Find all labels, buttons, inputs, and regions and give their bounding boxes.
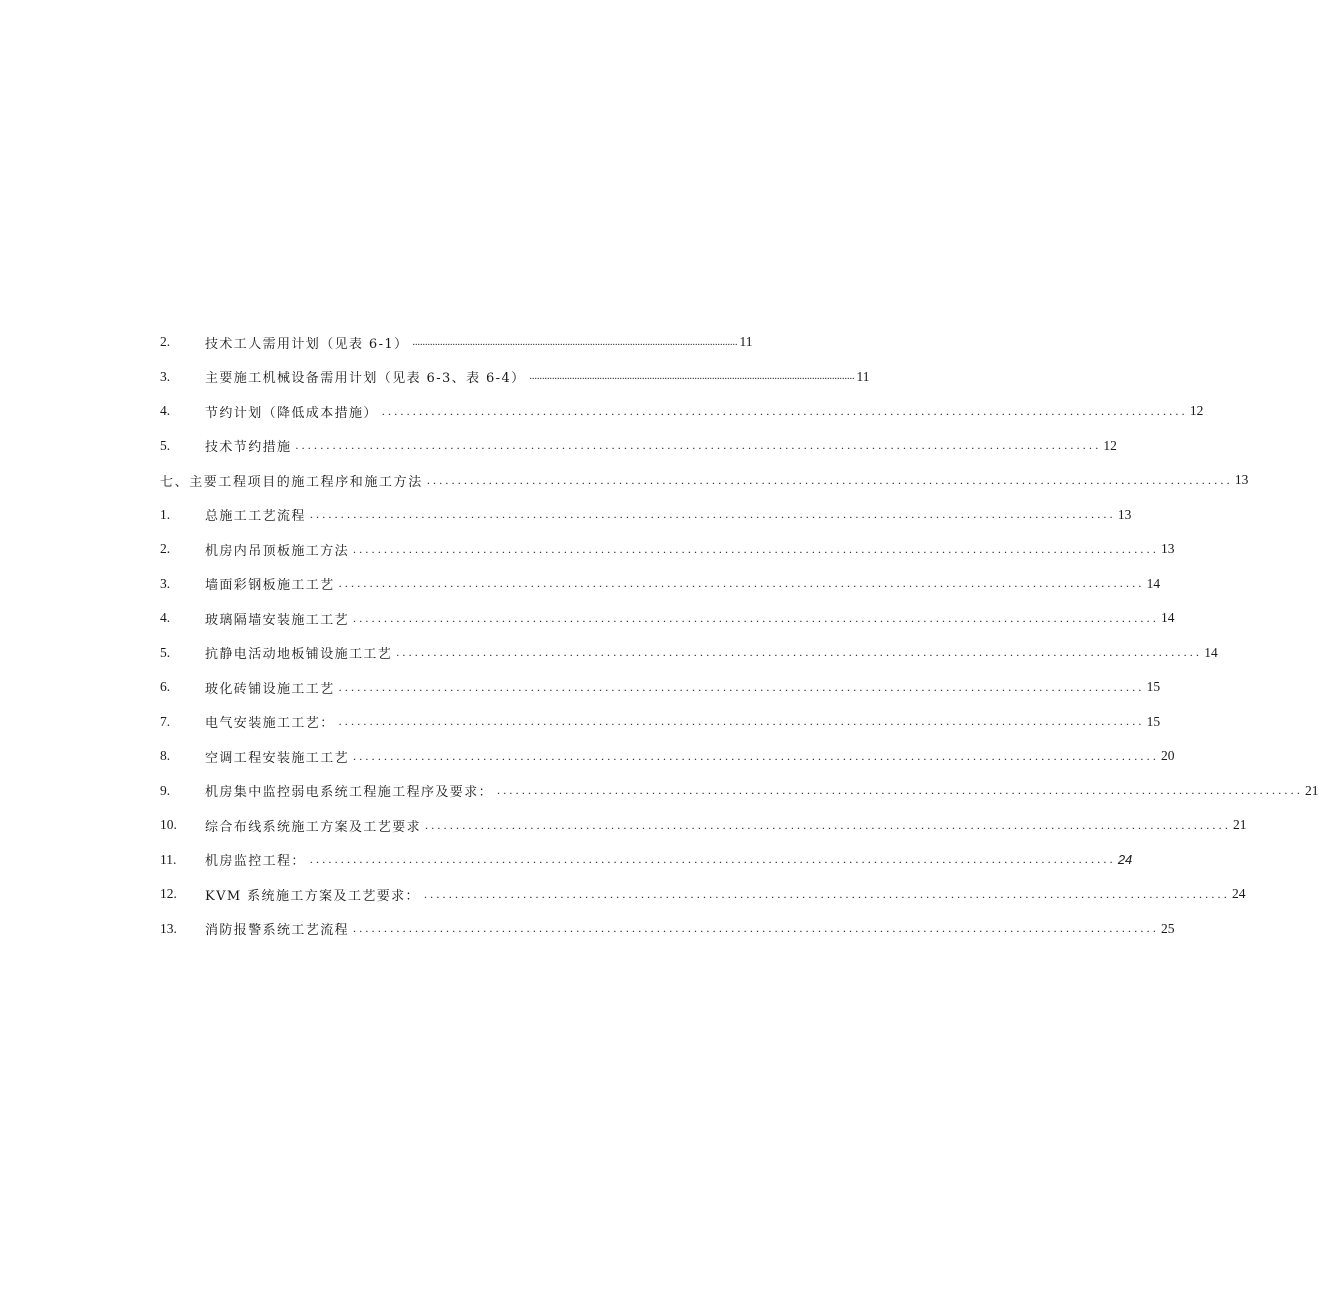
- toc-entry-number: 1.: [160, 506, 171, 522]
- toc-entry[interactable]: [160, 498, 1132, 533]
- toc-entry-number: 2.: [160, 334, 171, 350]
- table-of-contents: [160, 325, 1319, 946]
- toc-entry[interactable]: [160, 394, 1204, 429]
- toc-entry-number: 4.: [160, 403, 171, 419]
- toc-entry[interactable]: [160, 636, 1218, 671]
- toc-entry[interactable]: [160, 670, 1161, 705]
- toc-entry-title: 总施工工艺流程: [205, 509, 306, 525]
- toc-entry-page: 15: [1146, 679, 1161, 695]
- toc-entry[interactable]: [160, 774, 1319, 809]
- toc-entry-page: 25: [1161, 920, 1175, 936]
- toc-entry-number: 9.: [160, 782, 171, 798]
- toc-entry-page: 21: [1305, 782, 1319, 798]
- toc-entry-title: 消防报警系统工艺流程: [205, 923, 350, 939]
- toc-entry-title: 七、主要工程项目的施工程序和施工方法: [160, 474, 423, 490]
- toc-entry-number: 3.: [160, 368, 171, 384]
- dot-leader: ..................................................................................................................................: [353, 748, 1160, 763]
- toc-entry-page: 11: [856, 368, 870, 384]
- toc-entry-title: 机房监控工程：: [205, 854, 306, 870]
- toc-entry-number: 10.: [160, 817, 177, 833]
- toc-entry[interactable]: [160, 532, 1175, 567]
- toc-entry-number: 12.: [160, 886, 177, 902]
- toc-entry-number: 11.: [160, 851, 177, 867]
- toc-entry-number: 8.: [160, 748, 171, 764]
- dot-leader: ..................................................................................................................................: [426, 472, 1233, 487]
- toc-entry[interactable]: [160, 808, 1247, 843]
- toc-entry-title: 技术节约措施: [205, 440, 292, 456]
- toc-entry-title: 玻璃隔墙安装施工工艺: [205, 612, 350, 628]
- toc-entry-title: 空调工程安装施工工艺: [205, 750, 350, 766]
- toc-entry[interactable]: [160, 429, 1117, 464]
- toc-entry-page: 15: [1146, 713, 1161, 729]
- toc-entry-title: 抗静电活动地板铺设施工工艺: [205, 647, 393, 663]
- dot-leader: ..................................................................................................................................: [423, 886, 1230, 901]
- toc-entry[interactable]: [160, 739, 1175, 774]
- toc-entry-title: 综合布线系统施工方案及工艺要求: [205, 819, 422, 835]
- toc-entry[interactable]: [160, 360, 870, 395]
- toc-entry-page: 24: [1117, 852, 1133, 868]
- toc-entry-page: 20: [1161, 748, 1175, 764]
- toc-entry-page: 12: [1103, 437, 1117, 453]
- toc-entry-title: 节约计划（降低成本措施）: [205, 405, 378, 421]
- dot-leader: ..................................................................................................................................: [412, 336, 738, 348]
- toc-entry-page: 21: [1233, 817, 1247, 833]
- dot-leader: ..................................................................................................................................: [396, 645, 1203, 660]
- toc-entry-title: 机房集中监控弱电系统工程施工程序及要求：: [205, 785, 494, 801]
- toc-entry[interactable]: [160, 877, 1246, 912]
- toc-entry-number: 5.: [160, 644, 171, 660]
- toc-entry-number: 4.: [160, 610, 171, 626]
- toc-entry-page: 11: [739, 334, 753, 350]
- dot-leader: ..................................................................................................................................: [309, 507, 1116, 522]
- toc-entry-title: 玻化砖铺设施工工艺: [205, 681, 335, 697]
- toc-entry[interactable]: [160, 567, 1161, 602]
- dot-leader: ..................................................................................................................................: [338, 576, 1145, 591]
- toc-entry-title: 电气安装施工工艺：: [205, 716, 335, 732]
- dot-leader: ..................................................................................................................................: [309, 852, 1116, 867]
- dot-leader: ..................................................................................................................................: [381, 403, 1188, 418]
- dot-leader: ..................................................................................................................................: [338, 679, 1145, 694]
- dot-leader: ..................................................................................................................................: [338, 714, 1145, 729]
- toc-entry-number: 6.: [160, 679, 171, 695]
- toc-entry-page: 13: [1234, 472, 1249, 488]
- toc-entry-number: 3.: [160, 575, 171, 591]
- dot-leader: ..................................................................................................................................: [353, 610, 1160, 625]
- toc-entry-page: 13: [1161, 541, 1175, 557]
- dot-leader: ..................................................................................................................................: [353, 921, 1160, 936]
- toc-entry[interactable]: [160, 325, 753, 360]
- toc-entry-page: 12: [1189, 403, 1204, 419]
- toc-entry-page: 14: [1146, 575, 1161, 591]
- toc-entry[interactable]: [160, 705, 1161, 740]
- dot-leader: ..................................................................................................................................: [497, 783, 1304, 798]
- toc-entry-page: 13: [1117, 506, 1132, 522]
- toc-entry[interactable]: [160, 601, 1175, 636]
- toc-entry-number: 2.: [160, 541, 171, 557]
- toc-entry-number: 13.: [160, 920, 177, 936]
- toc-entry-number: 7.: [160, 713, 171, 729]
- dot-leader: ..................................................................................................................................: [425, 817, 1232, 832]
- toc-entry-page: 14: [1204, 644, 1218, 660]
- dot-leader: ..................................................................................................................................: [295, 438, 1102, 453]
- toc-section-heading[interactable]: [160, 463, 1249, 498]
- toc-entry-title: KVM 系统施工方案及工艺要求：: [205, 888, 420, 904]
- toc-entry-number: 5.: [160, 437, 171, 453]
- toc-entry[interactable]: [160, 912, 1175, 947]
- toc-entry-page: 24: [1231, 886, 1246, 902]
- toc-entry[interactable]: [160, 843, 1133, 878]
- toc-entry-title: 主要施工机械设备需用计划（见表 6-3、表 6-4）: [205, 371, 526, 387]
- toc-entry-title: 机房内吊顶板施工方法: [205, 543, 350, 559]
- dot-leader: ..................................................................................................................................: [529, 371, 855, 383]
- toc-entry-page: 14: [1161, 610, 1175, 626]
- toc-entry-title: 墙面彩钢板施工工艺: [205, 578, 335, 594]
- toc-entry-title: 技术工人需用计划（见表 6-1）: [205, 336, 409, 352]
- dot-leader: ..................................................................................................................................: [353, 541, 1160, 556]
